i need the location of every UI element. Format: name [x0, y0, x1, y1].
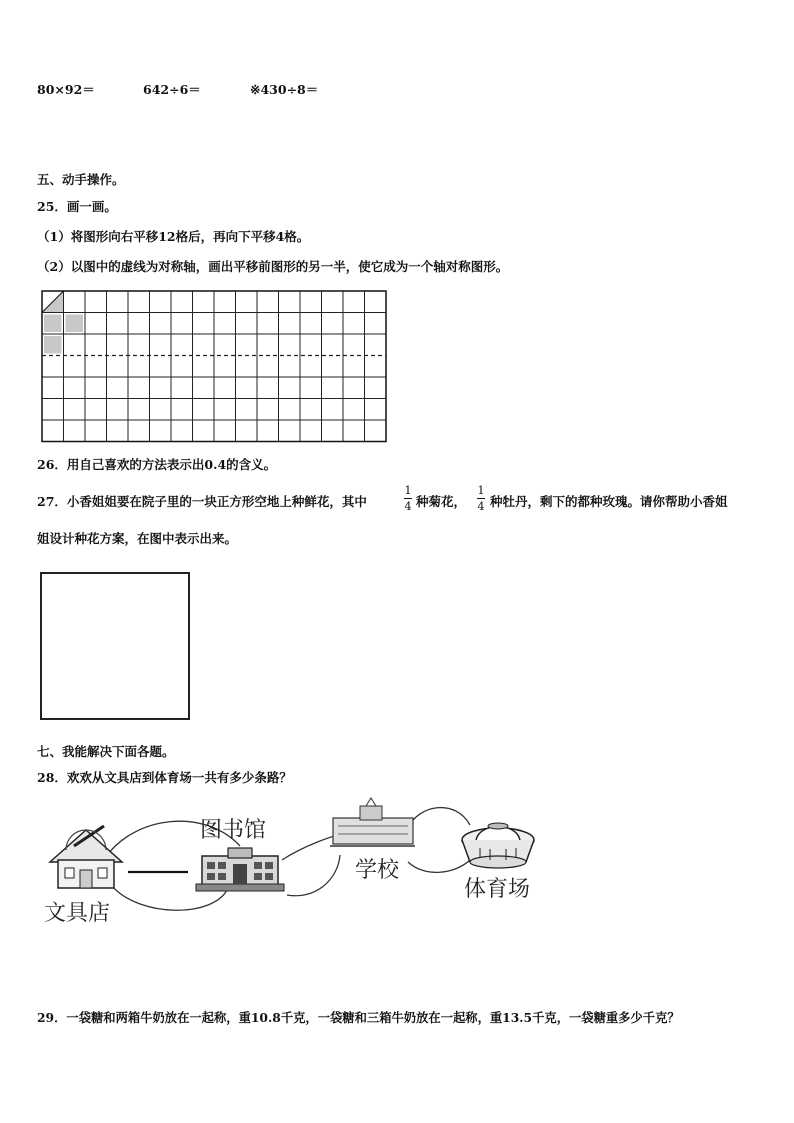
library-icon: [196, 848, 284, 891]
stationery-shop-icon: [50, 826, 122, 888]
q27-text-part-c: 种牡丹，剩下的都种玫瑰。请你帮助小香姐: [490, 494, 728, 509]
section-five-heading: 五、动手操作。: [37, 172, 125, 187]
school-icon: [330, 798, 415, 846]
path-school-stadium-bottom: [408, 860, 470, 872]
fraction-denominator: 4: [404, 500, 412, 513]
q27-text-part-a: 27．小香姐姐要在院子里的一块正方形空地上种鲜花，其中: [37, 494, 367, 509]
calc-3: ※430÷8＝: [250, 82, 319, 97]
stadium-icon: [462, 823, 534, 868]
calc-1: 80×92＝: [37, 82, 95, 97]
label-stationery-shop: 文具店: [44, 901, 111, 926]
label-library: 图书馆: [200, 818, 267, 843]
section-seven-heading: 七、我能解决下面各题。: [37, 744, 175, 759]
shaded-cell: [66, 315, 84, 333]
calc-2: 642÷6＝: [143, 82, 201, 97]
path-library-school-bottom: [287, 855, 340, 896]
shaded-cell: [44, 336, 62, 354]
fraction-numerator: 1: [404, 484, 412, 497]
translation-grid: [42, 291, 387, 443]
fraction-one-quarter-chrysanthemum: [404, 485, 412, 512]
fraction-numerator: 1: [477, 484, 485, 497]
q28-title: 28．欢欢从文具店到体育场一共有多少条路？: [37, 770, 292, 785]
q25-title: 25．画一画。: [37, 199, 117, 214]
fraction-one-quarter-peony: [477, 485, 485, 512]
q26-text: 26．用自己喜欢的方法表示出0.4的含义。: [37, 457, 277, 472]
label-school: 学校: [355, 858, 400, 883]
shaded-cell: [44, 315, 62, 333]
q25-step-1: （1）将图形向右平移12格后，再向下平移4格。: [37, 229, 310, 244]
path-school-stadium-top: [408, 808, 470, 828]
fraction-denominator: 4: [477, 500, 485, 513]
garden-square: [40, 572, 190, 720]
q27-text-line-2: 姐设计种花方案，在图中表示出来。: [37, 531, 238, 546]
q27-text-part-b: 种菊花，: [416, 494, 467, 509]
q25-step-2: （2）以图中的虚线为对称轴，画出平移前图形的另一半，使它成为一个轴对称图形。: [37, 259, 509, 274]
label-stadium: 体育场: [464, 877, 531, 902]
q29-text: 29．一袋糖和两箱牛奶放在一起称，重10.8千克，一袋糖和三箱牛奶放在一起称，重13.5千克，一袋糖重多少千克？: [37, 1010, 680, 1025]
